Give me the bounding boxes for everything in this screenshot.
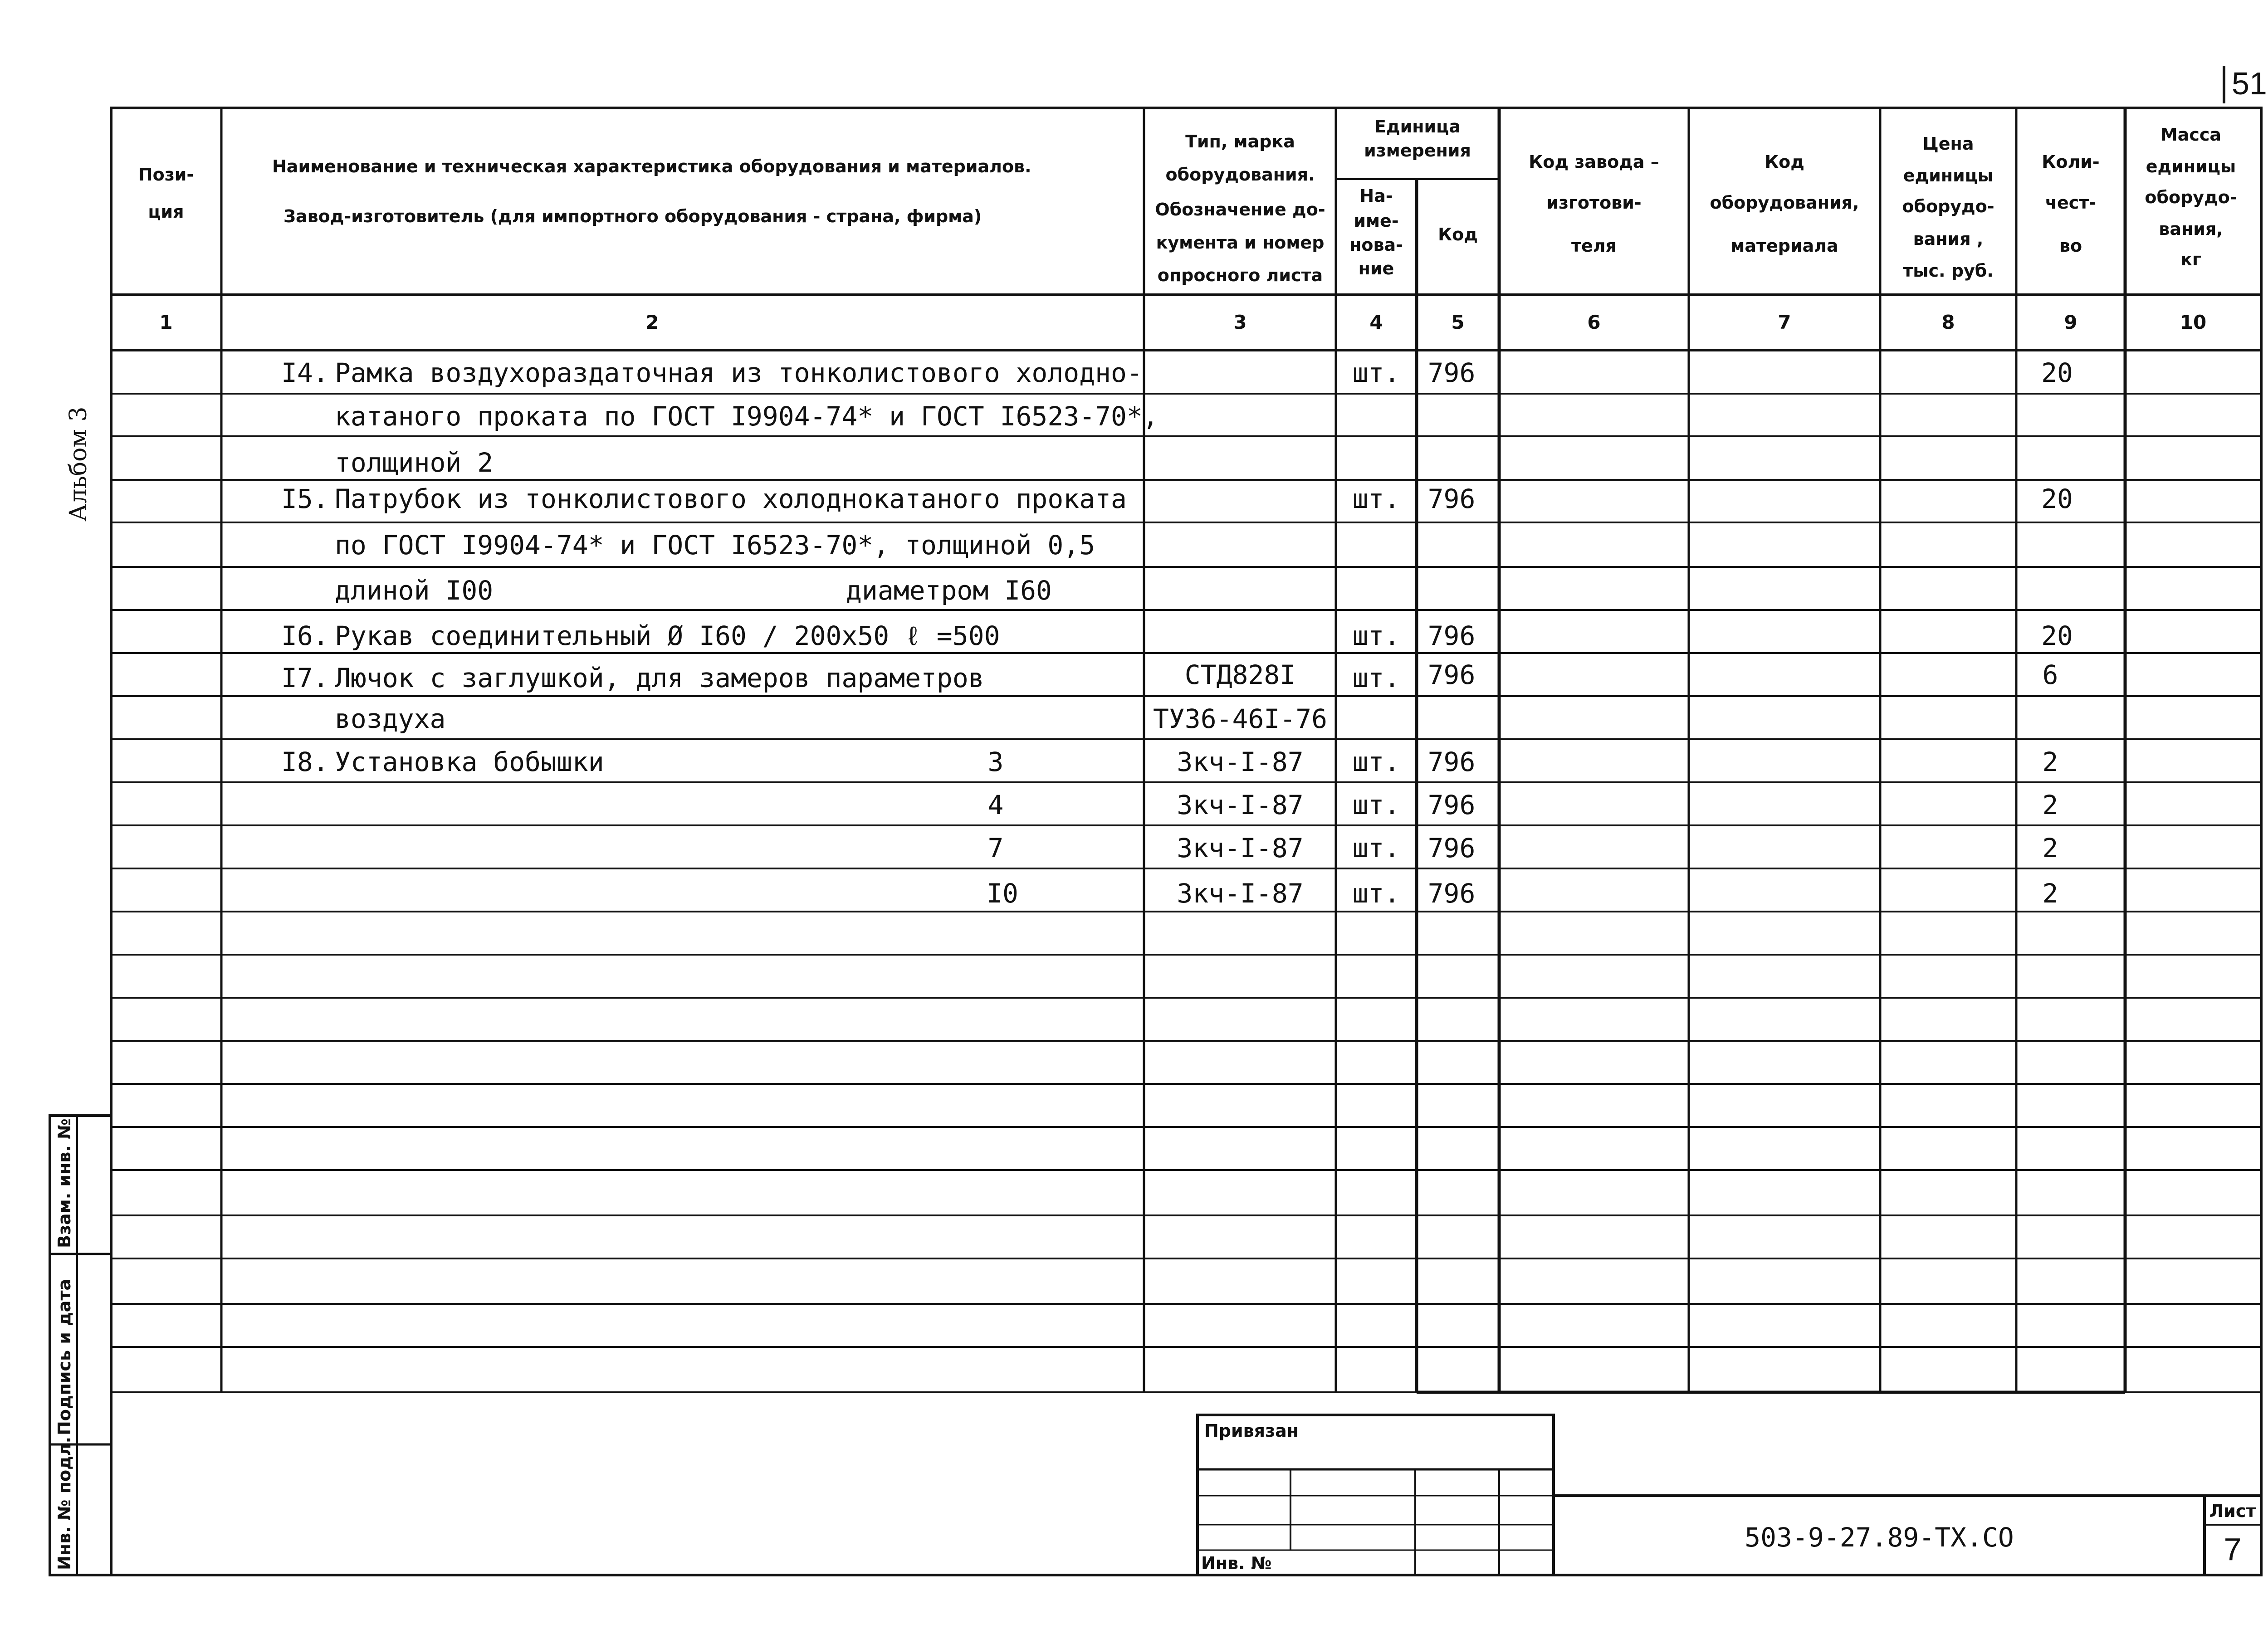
- row-name: Установка бобышки: [335, 746, 604, 777]
- row-qty: 20: [2041, 620, 2073, 651]
- row-unit: шт.: [1352, 746, 1400, 777]
- document-code: 503-9-27.89-ТХ.СО: [1745, 1522, 2014, 1553]
- title-block: [1198, 1415, 2261, 1575]
- table-header: [138, 117, 2237, 285]
- header-col8-line4: вания ,: [1913, 229, 1984, 249]
- row-qty: 2: [2042, 746, 2058, 777]
- header-col4-line1: На-: [1359, 186, 1393, 206]
- table-row: [335, 575, 1052, 606]
- table-row: [335, 703, 1327, 734]
- row-position: I5.: [281, 483, 329, 514]
- row-qty: 2: [2042, 833, 2058, 863]
- row-qty: 2: [2042, 790, 2058, 820]
- row-code: 796: [1427, 746, 1476, 777]
- header-col3-line4: кумента и номер: [1156, 233, 1325, 253]
- sheet-label: Лист: [2209, 1501, 2256, 1521]
- header-col9-line3: во: [2059, 236, 2082, 256]
- row-name: воздуха: [335, 703, 446, 734]
- side-stamp-podpis: Подпись и дата: [54, 1278, 74, 1435]
- row-name-suffix: 3: [987, 746, 1004, 777]
- header-col10-line5: кг: [2180, 249, 2201, 269]
- row-qty: 2: [2042, 878, 2058, 909]
- row-unit: шт.: [1352, 483, 1400, 514]
- row-name: Патрубок из тонколистового холоднокатаного проката: [335, 483, 1127, 514]
- col-number-7: 7: [1778, 311, 1791, 333]
- row-type: 3кч-I-87: [1177, 790, 1304, 820]
- row-unit: шт.: [1352, 790, 1400, 820]
- header-col5: Код: [1438, 224, 1478, 244]
- row-code: 796: [1427, 483, 1476, 514]
- row-unit: шт.: [1352, 620, 1400, 651]
- column-numbers: [159, 311, 2206, 333]
- header-col2-line2: Завод-изготовитель (для импортного оборудования - страна, фирма): [284, 206, 982, 226]
- row-code: 796: [1427, 357, 1476, 388]
- row-name-suffix: диаметром I60: [846, 575, 1052, 606]
- col-number-3: 3: [1233, 311, 1247, 333]
- col-number-2: 2: [645, 311, 659, 333]
- col-number-9: 9: [2064, 311, 2077, 333]
- header-col7-line3: материала: [1730, 236, 1838, 256]
- header-col10-line1: Масса: [2160, 125, 2222, 145]
- row-position: I6.: [281, 620, 329, 651]
- row-name: по ГОСТ I9904-74* и ГОСТ I6523-70*, толщиной 0,5: [335, 530, 1095, 561]
- header-col1-line1: Пози-: [138, 165, 194, 185]
- table-row: [335, 401, 1158, 432]
- header-col2-line1: Наименование и техническая характеристика оборудования и материалов.: [272, 156, 1031, 176]
- row-code: 796: [1427, 790, 1476, 820]
- row-unit: шт.: [1352, 357, 1400, 388]
- header-col3-line2: оборудования.: [1165, 165, 1315, 185]
- header-unit-line2: измерения: [1364, 141, 1471, 161]
- header-col7-line2: оборудования,: [1710, 193, 1859, 213]
- row-qty: 6: [2042, 659, 2058, 690]
- row-unit: шт.: [1352, 663, 1400, 693]
- table-row: [281, 483, 2073, 514]
- row-code: 796: [1427, 833, 1476, 863]
- row-position: I7.: [281, 663, 329, 693]
- header-col9-line2: чест-: [2045, 193, 2097, 213]
- table-row: [281, 659, 2058, 693]
- row-qty: 20: [2041, 357, 2073, 388]
- row-type: 3кч-I-87: [1177, 878, 1304, 909]
- row-unit: шт.: [1352, 878, 1400, 909]
- row-name-suffix: 4: [987, 790, 1004, 820]
- row-code: 796: [1427, 659, 1476, 690]
- row-name-suffix: 7: [987, 833, 1004, 863]
- row-type: 3кч-I-87: [1177, 833, 1304, 863]
- row-name: катаного проката по ГОСТ I9904-74* и ГОСТ I6523-70*,: [335, 401, 1158, 432]
- row-position: I8.: [281, 746, 329, 777]
- row-type: 3кч-I-87: [1177, 746, 1304, 777]
- row-name: толщиной 2: [335, 447, 494, 478]
- header-col1-line2: ция: [148, 202, 184, 222]
- header-col8-line2: единицы: [1903, 166, 1994, 185]
- header-col4-line4: ние: [1358, 259, 1394, 278]
- col-number-6: 6: [1587, 311, 1601, 333]
- side-stamp-inv: Инв. № подл.: [54, 1436, 74, 1570]
- row-code: 796: [1427, 878, 1476, 909]
- header-col10-line4: вания,: [2159, 219, 2223, 239]
- header-col3-line5: опросного листа: [1157, 265, 1323, 285]
- row-name-suffix: I0: [987, 878, 1018, 909]
- row-type: ТУ36-46I-76: [1153, 703, 1328, 734]
- table-row: [281, 746, 2058, 777]
- row-name: Рамка воздухораздаточная из тонколистового холодно-: [335, 357, 1143, 388]
- header-col9-line1: Коли-: [2042, 152, 2100, 172]
- stamp-inv-no: Инв. №: [1201, 1553, 1272, 1573]
- stamp-privyazan: Привязан: [1204, 1421, 1299, 1441]
- table-row: [281, 620, 2073, 651]
- col-number-5: 5: [1451, 311, 1465, 333]
- col-number-8: 8: [1941, 311, 1955, 333]
- header-col10-line3: оборудо-: [2145, 187, 2237, 207]
- header-col6-line2: изготови-: [1546, 193, 1642, 213]
- row-position: I4.: [281, 357, 329, 388]
- row-name: Лючок с заглушкой, для замеров параметров: [335, 663, 984, 693]
- table-row: [987, 878, 2058, 909]
- header-col8-line5: тыс. руб.: [1903, 261, 1994, 281]
- header-col4-line2: име-: [1354, 211, 1399, 231]
- header-col3-line1: Тип, марка: [1185, 132, 1295, 151]
- page-number: 51: [2232, 66, 2267, 101]
- header-col3-line3: Обозначение до-: [1155, 200, 1325, 219]
- row-qty: 20: [2041, 483, 2073, 514]
- header-col7-line1: Код: [1765, 152, 1804, 172]
- side-stamp-vzam: Взам. инв. №: [54, 1118, 74, 1248]
- table-row: [281, 357, 2073, 388]
- header-col6-line3: теля: [1571, 236, 1617, 256]
- row-unit: шт.: [1352, 833, 1400, 863]
- col-number-10: 10: [2180, 311, 2207, 333]
- header-col8-line1: Цена: [1922, 134, 1974, 154]
- table-row: [335, 530, 1095, 561]
- col-number-4: 4: [1369, 311, 1383, 333]
- row-type: СТД828I: [1184, 659, 1296, 690]
- header-col10-line2: единицы: [2146, 156, 2236, 176]
- header-col4-line3: нова-: [1349, 235, 1403, 255]
- header-unit-line1: Единица: [1374, 117, 1461, 137]
- header-col8-line3: оборудо-: [1902, 196, 1994, 216]
- table-row: [988, 790, 2058, 820]
- row-name: длиной I00: [335, 575, 494, 606]
- table-row: [335, 447, 493, 478]
- table-row: [988, 833, 2058, 863]
- sheet-number: 7: [2224, 1532, 2242, 1567]
- album-label: Альбом 3: [65, 406, 92, 522]
- col-number-1: 1: [159, 311, 173, 333]
- row-code: 796: [1427, 620, 1476, 651]
- header-col6-line1: Код завода –: [1529, 152, 1659, 172]
- row-name: Рукав соединительный Ø I60 / 200x50 ℓ =500: [335, 620, 1000, 651]
